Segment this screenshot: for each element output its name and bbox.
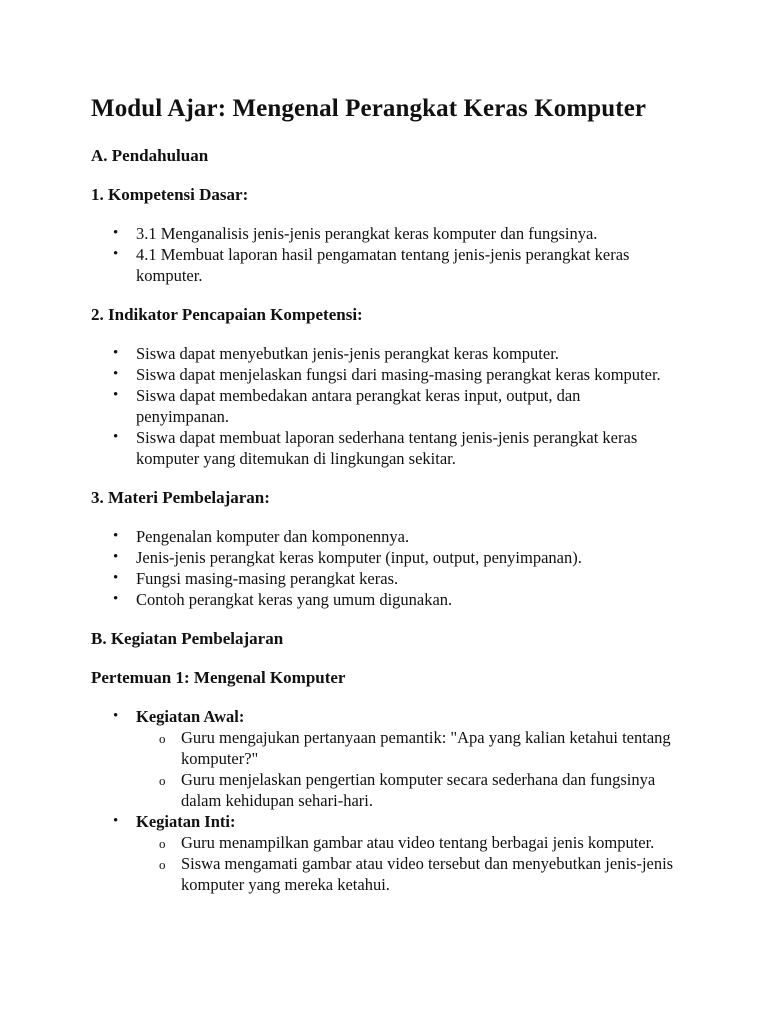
list-item: • Siswa dapat menyebutkan jenis-jenis perangkat keras komputer. [136, 343, 676, 364]
pertemuan-1-heading: Pertemuan 1: Mengenal Komputer [91, 668, 346, 687]
kegiatan-inti-label: Kegiatan Inti: [136, 812, 236, 831]
sub-list-item: o Guru mengajukan pertanyaan pemantik: "Apa yang kalian ketahui tentang komputer?" [181, 727, 676, 769]
kegiatan-inti-sublist [136, 832, 676, 895]
materi-list [91, 526, 676, 610]
list-item: • Fungsi masing-masing perangkat keras. [136, 568, 676, 589]
list-item: • Siswa dapat menjelaskan fungsi dari masing-masing perangkat keras komputer. [136, 364, 676, 385]
kompetensi-heading: 1. Kompetensi Dasar: [91, 185, 249, 204]
sub-list-item: o Guru menjelaskan pengertian komputer secara sederhana dan fungsinya dalam kehidupan sehari-hari. [181, 769, 676, 811]
sub-list-item: o Guru menampilkan gambar atau video tentang berbagai jenis komputer. [181, 832, 676, 853]
list-item: • Siswa dapat membedakan antara perangkat keras input, output, dan penyimpanan. [136, 385, 676, 427]
kegiatan-awal-label: Kegiatan Awal: [136, 707, 245, 726]
indikator-heading: 2. Indikator Pencapaian Kompetensi: [91, 305, 363, 324]
list-item: • 4.1 Membuat laporan hasil pengamatan tentang jenis-jenis perangkat keras komputer. [136, 244, 676, 286]
section-b-heading: B. Kegiatan Pembelajaran [91, 629, 284, 648]
kompetensi-list [91, 223, 676, 286]
kegiatan-awal-sublist [136, 727, 676, 811]
kegiatan-inti-item [136, 811, 676, 895]
indikator-list [91, 343, 676, 469]
list-item: • Siswa dapat membuat laporan sederhana tentang jenis-jenis perangkat keras komputer yang ditemukan di lingkungan sekitar. [136, 427, 676, 469]
list-item: • Pengenalan komputer dan komponennya. [136, 526, 676, 547]
pertemuan-1-list [91, 706, 676, 895]
materi-heading: 3. Materi Pembelajaran: [91, 488, 270, 507]
kegiatan-awal-item [136, 706, 676, 811]
sub-list-item: o Siswa mengamati gambar atau video tersebut dan menyebutkan jenis-jenis komputer yang mereka ketahui. [181, 853, 676, 895]
list-item: • Contoh perangkat keras yang umum digunakan. [136, 589, 676, 610]
section-a-heading: A. Pendahuluan [91, 146, 209, 165]
document-title: Modul Ajar: Mengenal Perangkat Keras Komputer [91, 95, 647, 122]
list-item: • 3.1 Menganalisis jenis-jenis perangkat keras komputer dan fungsinya. [136, 223, 676, 244]
list-item: • Jenis-jenis perangkat keras komputer (input, output, penyimpanan). [136, 547, 676, 568]
